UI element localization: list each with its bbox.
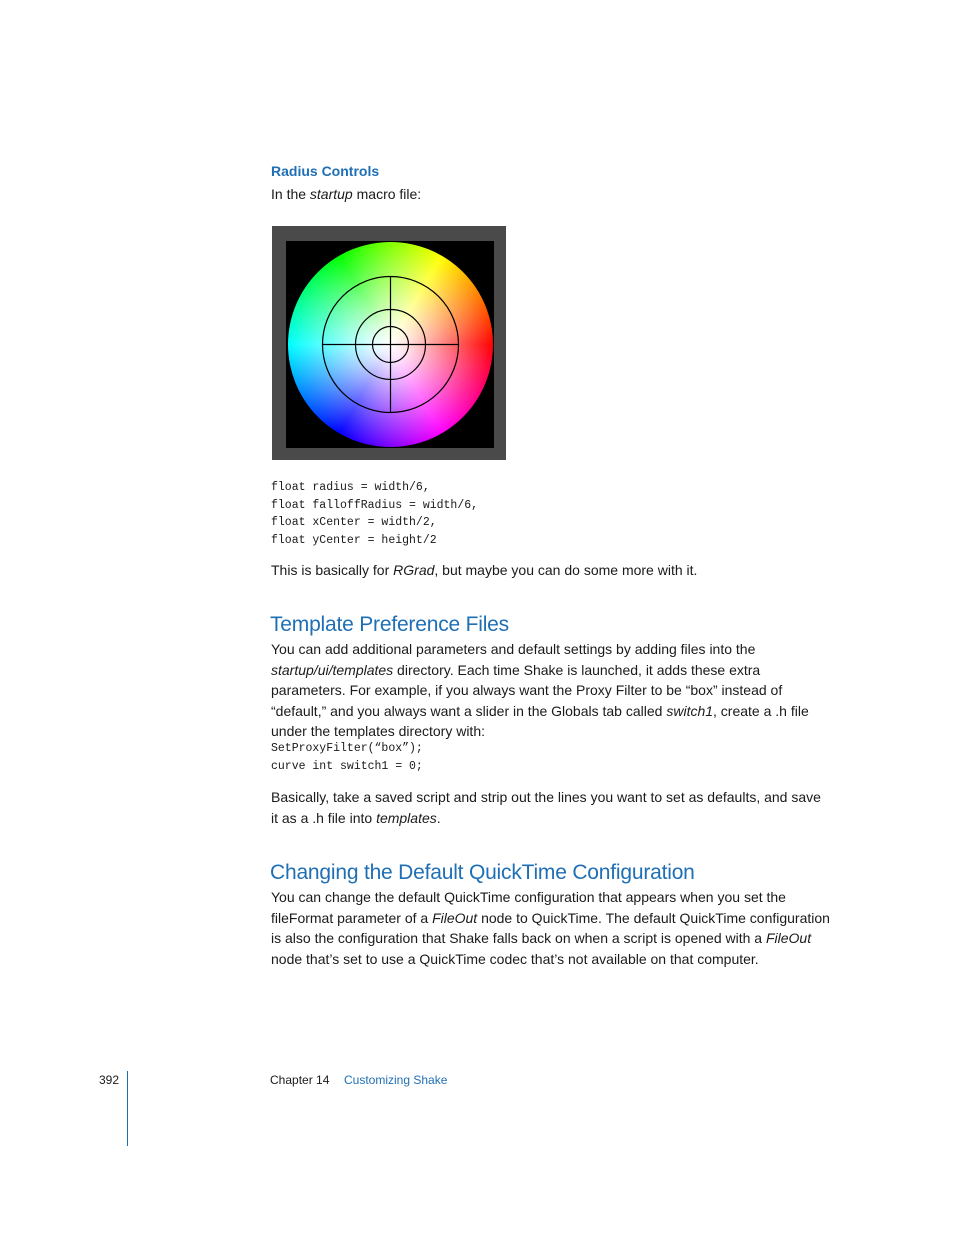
intro-text: In the startup macro file: — [271, 186, 422, 202]
template-paragraph: You can add additional parameters and default settings by adding files into the startup/ui/templates directory. Each time Shake is launched, it adds these extra parameters. For example, if you always want the Proxy Filter to be “box” instead of “default,” and you always want a slider in the Globals tab called switch1, create a .h file under the templates directory with: — [271, 641, 809, 739]
code-block-radius — [271, 479, 478, 549]
footer-chapter: Chapter 14 — [270, 1073, 330, 1087]
code-line: SetProxyFilter(“box”); — [271, 742, 423, 755]
rgrad-note: This is basically for RGrad, but maybe you can do some more with it. — [271, 562, 698, 578]
code-line: float yCenter = height/2 — [271, 533, 437, 547]
footer-chapter-title: Customizing Shake — [344, 1073, 448, 1087]
code-line: float radius = width/6, — [271, 481, 430, 494]
subsection-heading: Radius Controls — [271, 163, 380, 179]
template-followup-paragraph: Basically, take a saved script and strip out the lines you want to set as defaults, and save it as a .h file into templates. — [271, 789, 821, 826]
code-block-template — [271, 740, 423, 775]
page-number: 392 — [99, 1073, 120, 1087]
footer-divider — [127, 1071, 128, 1146]
figure-viewport — [286, 241, 494, 448]
quicktime-heading: Changing the Default QuickTime Configuration — [270, 861, 695, 884]
radius-overlay — [286, 241, 494, 448]
code-line: float xCenter = width/2, — [271, 516, 437, 529]
code-line: float falloffRadius = width/6, — [271, 498, 479, 512]
radius-controls-figure — [272, 226, 506, 460]
quicktime-paragraph: You can change the default QuickTime configuration that appears when you set the fileFormat parameter of a FileOut node to QuickTime. The default QuickTime configuration is also the configuration that Shake falls back on when a script is opened with a FileOut node that’s set to use a QuickTime codec that’s not available on that computer. — [271, 889, 830, 967]
code-line: curve int switch1 = 0; — [271, 759, 423, 773]
template-preference-heading: Template Preference Files — [270, 613, 509, 636]
